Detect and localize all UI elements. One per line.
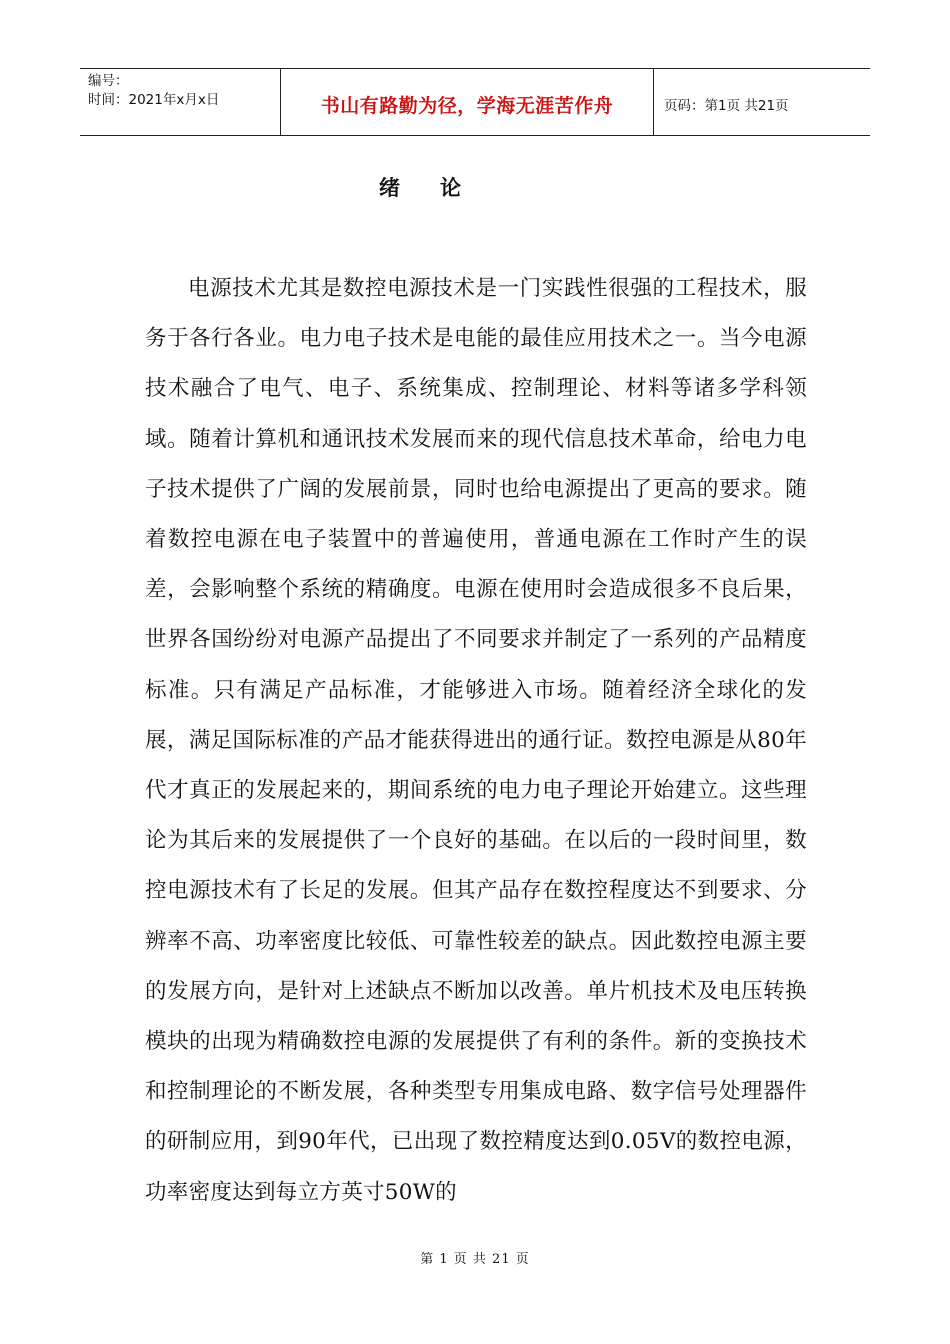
page-footer: 第 1 页 共 21 页: [420, 1252, 530, 1267]
header-motto: 书山有路勤为径，学海无涯苦作舟: [281, 69, 654, 135]
document-number: 编号：: [88, 73, 129, 89]
page-header: [80, 68, 870, 136]
page-title: 绪论: [379, 176, 501, 200]
document-date: 时间：2021年x月x日: [88, 92, 220, 108]
header-meta: [80, 69, 281, 135]
body-paragraph: 电源技术尤其是数控电源技术是一门实践性很强的工程技术，服务于各行各业。电力电子技术是电能的最佳应用技术之一。当今电源技术融合了电气、电子、系统集成、控制理论、材料等诸多学科领域。随着计算机和通讯技术发展而来的现代信息技术革命，给电力电子技术提供了广阔的发展前景，同时也给电源提出了更高的要求。随着数控电源在电子装置中的普遍使用，普通电源在工作时产生的误差，会影响整个系统的精确度。电源在使用时会造成很多不良后果，世界各国纷纷对电源产品提出了不同要求并制定了一系列的产品精度标准。只有满足产品标准，才能够进入市场。随着经济全球化的发展，满足国际标准的产品才能获得进出的通行证。数控电源是从80年代才真正的发展起来的，期间系统的电力电子理论开始建立。这些理论为其后来的发展提供了一个良好的基础。在以后的一段时间里，数控电源技术有了长足的发展。但其产品存在数控程度达不到要求、分辨率不高、功率密度比较低、可靠性较差的缺点。因此数控电源主要的发展方向，是针对上述缺点不断加以改善。单片机技术及电压转换模块的出现为精确数控电源的发展提供了有利的条件。新的变换技术和控制理论的不断发展，各种类型专用集成电路、数字信号处理器件的研制应用，到90年代，已出现了数控精度达到0.05V的数控电源，功率密度达到每立方英寸50W的: [145, 276, 807, 1205]
header-page-number: 页码：第1页 共21页: [664, 98, 789, 114]
